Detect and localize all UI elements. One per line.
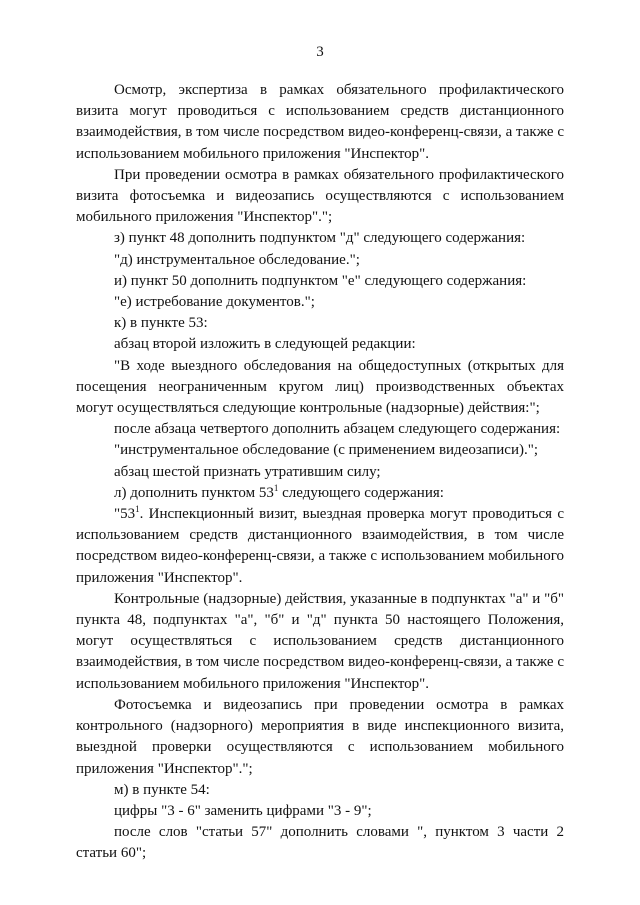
paragraph: после слов "статьи 57" дополнить словами ", пунктом 3 части 2 статьи 60"; [76, 824, 564, 862]
superscript: 1 [135, 504, 140, 515]
superscript: 1 [273, 482, 279, 493]
paragraph: При проведении осмотра в рамках обязательного профилактического визита фотосъемка и видеозапись осуществляются с использованием мобильного приложения "Инспектор"."; [76, 166, 564, 226]
paragraph: Осмотр, экспертиза в рамках обязательного профилактического визита могут проводиться с использованием средств дистанционного взаимодействия, в том числе посредством видео-конференц-связи, а также с использованием мобильного приложения "Инспектор". [76, 82, 564, 162]
paragraph: "В ходе выездного обследования на общедоступных (открытых для посещения неограниченным кругом лиц) производственных объектах могут осуществляться следующие контрольные (надзорные) действия:"; [76, 357, 564, 417]
page-number: 3 [316, 44, 324, 60]
paragraph: после абзаца четвертого дополнить абзацем следующего содержания: [114, 421, 561, 438]
paragraph: абзац шестой признать утратившим силу; [114, 463, 381, 480]
paragraph: цифры "3 - 6" заменить цифрами "3 - 9"; [114, 802, 372, 819]
paragraph: "е) истребование документов."; [114, 294, 315, 311]
paragraph: и) пункт 50 дополнить подпунктом "е" следующего содержания: [114, 272, 527, 289]
paragraph [76, 483, 564, 504]
paragraph: Контрольные (надзорные) действия, указанные в подпунктах "а" и "б" пункта 48, подпунктах "а", "б" и "д" пункта 50 настоящего Положения, могут осуществляться с использованием средств дистанционного взаимодействия, в том числе посредством видео-конференц-связи, а также с использованием мобильного приложения "Инспектор". [76, 590, 564, 692]
paragraph [76, 504, 564, 589]
paragraph-text: . Инспекционный визит, выездная проверка могут проводиться с использованием средств дистанционного взаимодействия, в том числе посредством видео-конференц-связи, а также с использованием мобильного приложения "Инспектор". [76, 506, 564, 586]
paragraph: "д) инструментальное обследование."; [114, 251, 360, 268]
paragraph: абзац второй изложить в следующей редакции: [114, 336, 416, 353]
document-body [76, 80, 564, 865]
paragraph-text: "53 [114, 506, 136, 523]
paragraph: "инструментальное обследование (с применением видеозаписи)."; [114, 442, 539, 459]
paragraph-text: л) дополнить пунктом 53 [114, 484, 274, 501]
paragraph-text: следующего содержания: [278, 484, 444, 501]
paragraph: к) в пункте 53: [114, 315, 208, 332]
paragraph: Фотосъемка и видеозапись при проведении осмотра в рамках контрольного (надзорного) мероприятия в виде инспекционного визита, выездной проверки осуществляются с использованием мобильного приложения "Инспектор"."; [76, 696, 564, 777]
paragraph: з) пункт 48 дополнить подпунктом "д" следующего содержания: [114, 230, 526, 247]
paragraph: м) в пункте 54: [114, 781, 210, 798]
